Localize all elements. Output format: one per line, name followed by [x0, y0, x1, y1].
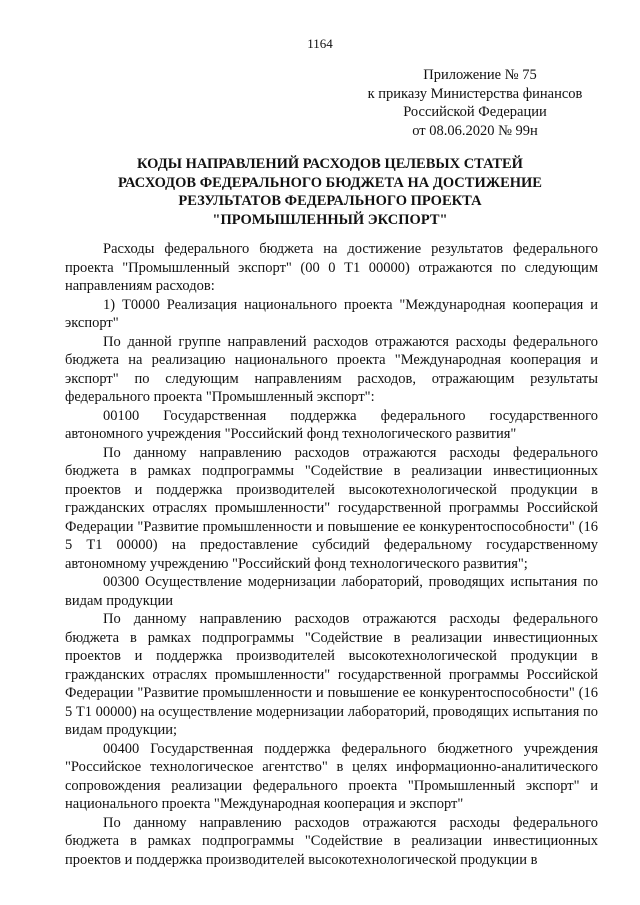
appendix-line-3: Российской Федерации	[403, 104, 547, 120]
title-line-2: РАСХОДОВ ФЕДЕРАЛЬНОГО БЮДЖЕТА НА ДОСТИЖЕНИЕ	[118, 174, 542, 191]
appendix-line-2: к приказу Министерства финансов	[367, 85, 583, 102]
document-body	[65, 240, 598, 869]
paragraph-code-00400: 00400 Государственная поддержка федерального бюджетного учреждения "Российское технологическое агентство" в целях информационно-аналитического сопровождения реализации федерального проекта "Промышленный экспорт" и национального проекта "Международная кооперация и экспорт"	[65, 740, 598, 812]
paragraph-group-t0000: 1) Т0000 Реализация национального проекта "Международная кооперация и экспорт"	[65, 296, 598, 331]
paragraph-group-description: По данной группе направлений расходов отражаются расходы федерального бюджета на реализацию национального проекта "Международная кооперация и экспорт" по следующим направлениям расходов, отражающим результаты федерального проекта "Промышленный экспорт":	[65, 333, 598, 405]
paragraph-intro: Расходы федерального бюджета на достижение результатов федерального проекта "Промышленный экспорт" (00 0 Т1 00000) отражаются по следующим направлениям расходов:	[65, 241, 598, 294]
title-line-1: КОДЫ НАПРАВЛЕНИЙ РАСХОДОВ ЦЕЛЕВЫХ СТАТЕЙ	[137, 156, 523, 172]
title-line-3: РЕЗУЛЬТАТОВ ФЕДЕРАЛЬНОГО ПРОЕКТА	[178, 193, 482, 209]
paragraph-code-00400-description: По данному направлению расходов отражаются расходы федерального бюджета в рамках подпрограммы "Содействие в реализации инвестиционных проектов и поддержка производителей высокотехнологической продукции в	[65, 814, 598, 868]
paragraph-code-00100-description: По данному направлению расходов отражаются расходы федерального бюджета в рамках подпрограммы "Содействие в реализации инвестиционных проектов и поддержка производителей высокотехнологической продукции в гражданских отраслях промышленности" государственной программы Российской Федерации "Развитие промышленности и повышение ее конкурентоспособности" (16 5 Т1 00000) на предоставление субсидий федеральному государственному автономному учреждению "Российский фонд технологического развития";	[65, 444, 598, 572]
paragraph-code-00100: 00100 Государственная поддержка федерального государственного автономного учреждения "Российский фонд технологического развития"	[65, 407, 598, 442]
page-number: 1164	[307, 36, 333, 51]
document-title	[60, 155, 600, 229]
appendix-line-1: Приложение № 75	[423, 67, 537, 83]
title-line-4: "ПРОМЫШЛЕННЫЙ ЭКСПОРТ"	[212, 211, 448, 228]
paragraph-code-00300-description: По данному направлению расходов отражаются расходы федерального бюджета в рамках подпрограммы "Содействие в реализации инвестиционных проектов и поддержка производителей высокотехнологической продукции в гражданских отраслях промышленности" государственной программы Российской Федерации "Развитие промышленности и повышение ее конкурентоспособности" (16 5 Т1 00000) на осуществление модернизации лабораторий, проводящих испытания по видам продукции;	[65, 611, 598, 738]
appendix-line-4: от 08.06.2020 № 99н	[412, 122, 538, 139]
paragraph-code-00300: 00300 Осуществление модернизации лабораторий, проводящих испытания по видам продукции	[65, 574, 598, 609]
appendix-header	[360, 66, 590, 140]
